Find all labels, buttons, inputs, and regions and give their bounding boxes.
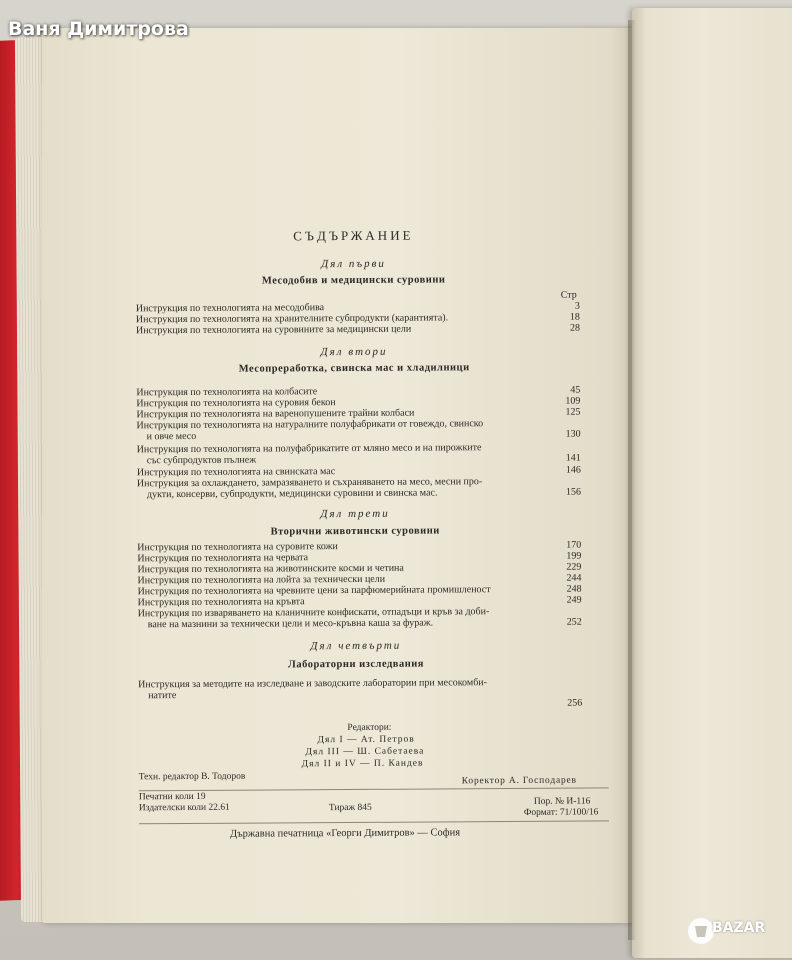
editor-line: Дял III — Ш. Сабетаева [305, 746, 425, 758]
toc-entry [136, 323, 580, 337]
entry-page: 249 [566, 594, 582, 606]
format: Формат: 71/100/16 [523, 807, 599, 818]
part-label: Дял първи [321, 257, 386, 271]
entry-page: 146 [565, 464, 581, 476]
separator-rule [139, 820, 609, 824]
entry-page: 18 [569, 311, 580, 323]
entry-page: 45 [570, 384, 581, 396]
bazar-logo-text: BAZAR [712, 920, 766, 936]
part-label: Дял четвърти [310, 639, 402, 653]
tech-editor: Техн. редактор В. Тодоров [138, 771, 246, 783]
entry-text: Инструкция по технологията на животинските косми и четина [137, 562, 404, 576]
entry-text: Инструкция по технологията на суровия бекон [136, 397, 336, 410]
entry-text-continued: ване на мазнини за технически цели и месо-кръвна каша за фураж. [147, 617, 434, 631]
entry-page: 170 [566, 539, 582, 551]
editor-line: Дял I — Ат. Петров [317, 734, 415, 746]
section-title: Месодобив и медицински суровини [261, 274, 446, 287]
entry-text: Инструкция по технологията на варенопушените трайни колбаси [136, 407, 415, 421]
part-label: Дял втори [320, 345, 388, 359]
entry-page: 130 [565, 428, 581, 440]
entry-page: 28 [569, 322, 580, 334]
section-title: Вторични животински суровини [270, 525, 440, 538]
entry-text-continued: със субпродуктов пълнеж [146, 454, 257, 467]
entry-text: Инструкция по технологията на кръвта [137, 596, 305, 609]
toc-entry [137, 476, 581, 501]
entry-page: 256 [567, 697, 583, 709]
print-run: Тираж 845 [328, 802, 372, 814]
entry-page: 125 [565, 406, 581, 418]
entry-text: Инструкция по технологията на суровите кожи [137, 541, 338, 554]
entry-text: Инструкция за охлаждането, замразяването и съхраняването на месо, месни про- [136, 476, 483, 490]
entry-page: 141 [565, 452, 581, 464]
entry-page: 109 [565, 395, 581, 407]
entry-text: Инструкция по технологията на колбасите [136, 386, 318, 399]
printer: Държавна печатница «Георги Димитров» — София [230, 827, 461, 840]
order-number: Пор. № И-116 [533, 796, 591, 807]
entry-text-continued: дукти, консерви, субпродукти, медицински суровини и свинска мас. [146, 487, 438, 501]
entry-text: Инструкция по технологията на свинската мас [136, 466, 336, 479]
entry-text: Инструкция за методите на изследване и заводските лаборатории при месокомби- [138, 677, 487, 691]
corrector: Коректор А. Господарев [461, 775, 577, 787]
section-title: Месопреработка, свинска мас и хладилници [238, 362, 470, 375]
entry-text: Инструкция по изваряването на кланичните конфискати, отпадъци и кръв за доби- [137, 606, 490, 620]
entry-page: 252 [566, 616, 582, 628]
part-label: Дял трети [320, 507, 390, 521]
editor-line: Дял II и IV — П. Кандев [301, 758, 424, 770]
toc-title: СЪДЪРЖАНИЕ [293, 227, 414, 244]
entry-page: 3 [574, 300, 580, 312]
page-column-label: Стр [560, 289, 577, 301]
entry-text: Инструкция по технологията на месодобива [135, 302, 325, 315]
publisher-sheets: Издателски коли 22.61 [138, 802, 230, 814]
entry-text-continued: натите [148, 690, 177, 702]
editors-heading: Редактори: [347, 722, 392, 734]
toc-entry [137, 418, 581, 443]
toc-entry [138, 677, 583, 709]
entry-text: Инструкция по технологията на полуфабрикатите от мляно месо и на пирожките [136, 442, 482, 456]
toc-entry [138, 606, 582, 631]
toc-entry [137, 442, 581, 467]
entry-text: Инструкция по технологията на натуралните полуфабрикати от говеждо, свинско [136, 418, 484, 432]
entry-page: 248 [566, 583, 582, 595]
entry-page: 244 [566, 572, 582, 584]
entry-text: Инструкция по технологията на суровините за медицински цели [135, 323, 412, 337]
entry-text-continued: и овче месо [146, 430, 197, 443]
entry-page: 229 [566, 561, 582, 573]
entry-text: Инструкция по технологията на лойта за технически цели [137, 573, 386, 587]
entry-page: 156 [565, 486, 581, 498]
entry-text: Инструкция по технологията на чревните цени за парфюмерийната промишленост [137, 584, 491, 598]
entry-text: Инструкция по технологията на червата [137, 552, 309, 565]
entry-page: 199 [566, 550, 582, 562]
separator-rule [139, 787, 609, 791]
entry-text: Инструкция по технологията на хранителните субпродукти (карантията). [135, 312, 449, 326]
print-sheets: Печатни коли 19 [138, 791, 206, 803]
seller-watermark: Ваня Димитрова [8, 18, 189, 40]
section-title: Лабораторни изследвания [287, 658, 425, 671]
